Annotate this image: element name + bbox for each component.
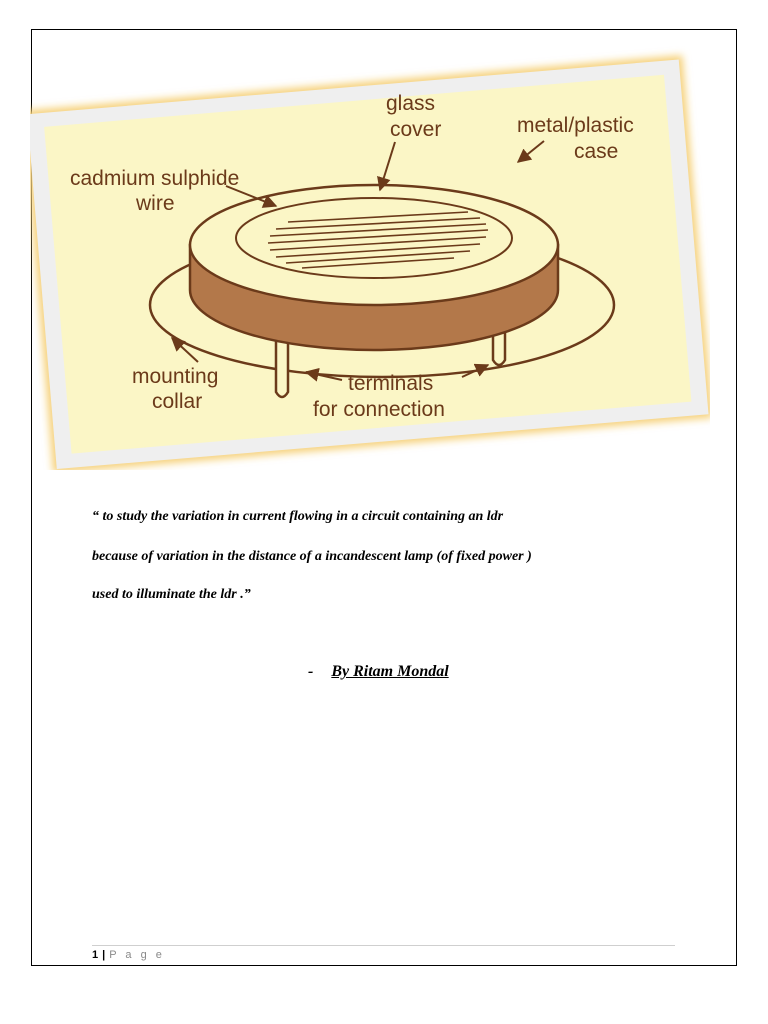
author-line — [308, 663, 449, 681]
author-dash: - — [308, 663, 314, 680]
label-metal-plastic: metal/plastic — [517, 114, 634, 137]
page-word: P a g e — [109, 949, 165, 961]
footer-rule — [92, 945, 675, 946]
page-footer — [92, 949, 165, 961]
case-top-shape — [190, 185, 558, 305]
quote-line-2: because of variation in the distance of a incandescent lamp (of fixed power ) — [92, 549, 532, 564]
quote-line-3: used to illuminate the ldr .” — [92, 587, 251, 602]
page-number: 1 — [92, 949, 99, 961]
label-collar: collar — [152, 390, 203, 413]
label-cadmium-sulphide: cadmium sulphide — [70, 167, 240, 190]
label-wire: wire — [136, 192, 175, 215]
page-separator: | — [102, 949, 106, 961]
ldr-diagram-svg — [30, 40, 710, 470]
label-mounting: mounting — [132, 365, 219, 388]
label-cover: cover — [390, 118, 442, 141]
terminal-left-shape — [276, 338, 288, 397]
label-for-connection: for connection — [313, 398, 445, 421]
quote-line-1: “ to study the variation in current flowing in a circuit containing an ldr — [92, 509, 504, 524]
label-terminals: terminals — [348, 372, 434, 395]
label-glass: glass — [386, 92, 436, 115]
author-name: By Ritam Mondal — [331, 663, 449, 680]
label-case: case — [574, 140, 619, 163]
ldr-diagram — [30, 40, 710, 470]
